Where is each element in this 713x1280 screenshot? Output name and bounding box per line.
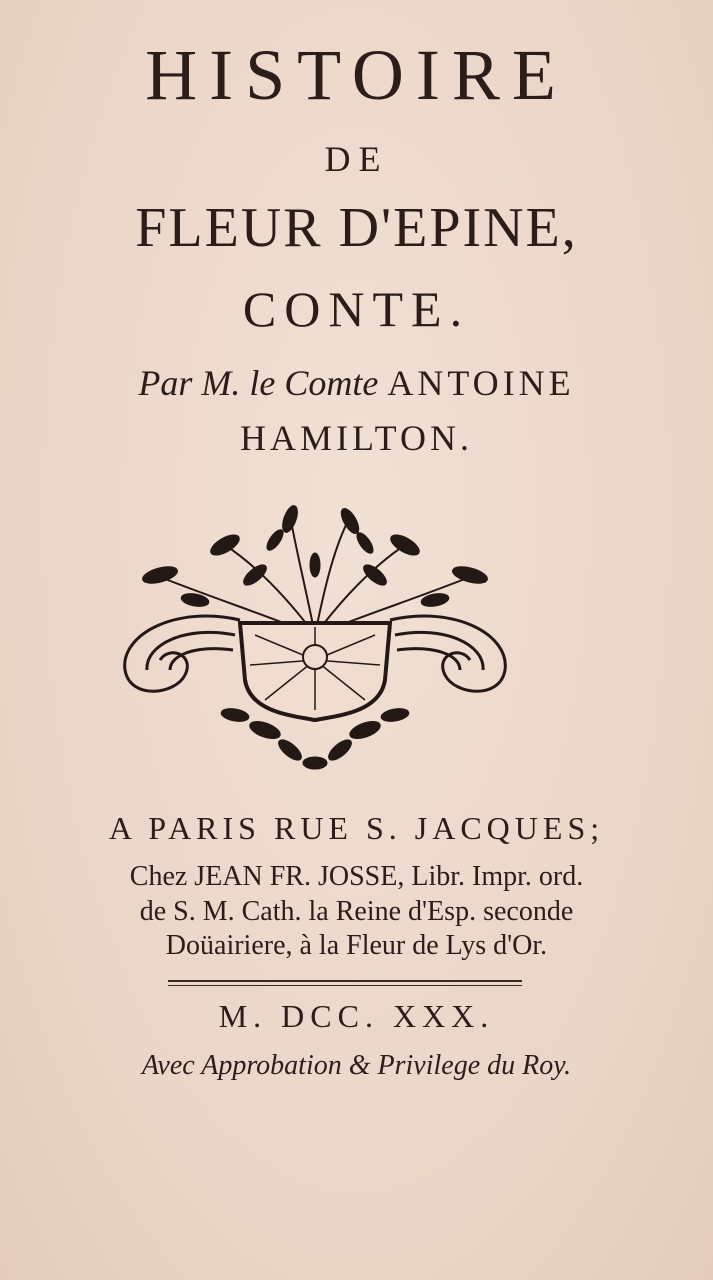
imprint-printer-line-2: de S. M. Cath. la Reine d'Esp. seconde: [139, 896, 574, 927]
title-histoire: HISTOIRE: [145, 35, 568, 115]
author-last-name: HAMILTON.: [239, 418, 473, 458]
imprint-printer-line-1: Chez JEAN FR. JOSSE, Libr. Impr. ord.: [129, 861, 584, 892]
printers-ornament-icon: [115, 505, 515, 775]
title-de: DE: [324, 139, 389, 179]
author-first-name: ANTOINE: [387, 363, 575, 403]
author-line: [0, 362, 713, 404]
title-conte: CONTE.: [242, 281, 471, 337]
author-prefix: Par M. le Comte: [138, 363, 379, 403]
privilege-line: Avec Approbation & Privilege du Roy.: [141, 1050, 572, 1081]
divider-rule: [168, 980, 522, 982]
title-fleur-depine: FLEUR D'EPINE,: [135, 197, 578, 259]
publication-date: M. DCC. XXX.: [218, 998, 495, 1034]
imprint-place: A PARIS RUE S. JACQUES;: [108, 810, 605, 846]
divider-rule-thin: [168, 985, 522, 986]
imprint-printer-line-3: Doüairiere, à la Fleur de Lys d'Or.: [165, 930, 548, 961]
